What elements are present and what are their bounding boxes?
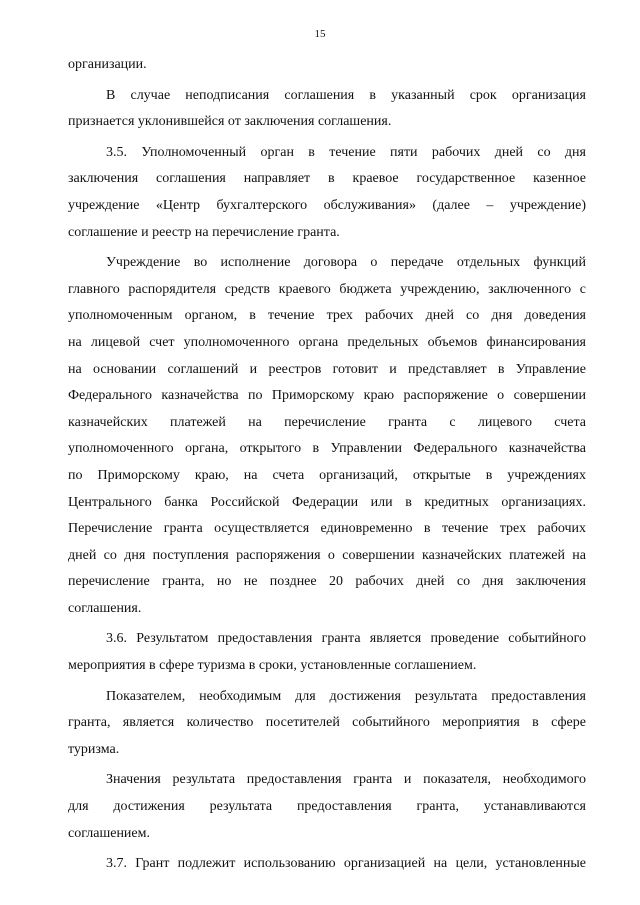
- text-line: организации.: [68, 57, 147, 72]
- text-line: Федерального казначейства по Приморскому краю распоряжение о совершении: [68, 388, 586, 404]
- text-line: 3.5. Уполномоченный орган в течение пяти рабочих дней со дня: [106, 144, 586, 160]
- text-line: Показателем, необходимым для достижения результата предоставления: [106, 688, 586, 704]
- text-line: Центрального банка Российской Федерации или в кредитных организациях.: [68, 494, 586, 510]
- paragraph: [68, 250, 586, 622]
- text-line: на основании соглашений и реестров готовит и представляет в Управление: [68, 361, 586, 377]
- paragraph: [68, 684, 586, 764]
- text-line: Значения результата предоставления гранта и показателя, необходимого: [106, 772, 586, 788]
- paragraph: [68, 626, 586, 679]
- paragraph: [68, 767, 586, 847]
- text-line: дней со дня поступления распоряжения о совершении казначейских платежей на: [68, 547, 586, 563]
- text-line: заключения соглашения направляет в краевое государственное казенное: [68, 171, 586, 187]
- text-line: казначейских платежей на перечисление гранта с лицевого счета: [68, 414, 586, 430]
- text-line: мероприятия в сфере туризма в сроки, установленные соглашением.: [68, 658, 477, 674]
- paragraph: [68, 140, 586, 246]
- text-line: В случае неподписания соглашения в указанный срок организация: [106, 87, 586, 103]
- text-line: туризма.: [68, 741, 120, 757]
- text-line: 3.7. Грант подлежит использованию организацией на цели, установленные: [106, 856, 586, 872]
- text-line: соглашение и реестр на перечисление гранта.: [68, 224, 340, 240]
- document-body: [68, 52, 586, 878]
- text-line: учреждение «Центр бухгалтерского обслуживания» (далее – учреждение): [68, 197, 586, 213]
- text-line: Перечисление гранта осуществляется единовременно в течение трех рабочих: [68, 521, 586, 537]
- page-number: 15: [314, 28, 326, 40]
- text-line: главного распорядителя средств краевого бюджета учреждению, заключенного с: [68, 281, 586, 297]
- text-line: на лицевой счет уполномоченного органа предельных объемов финансирования: [68, 334, 586, 350]
- text-line: соглашения.: [68, 600, 142, 616]
- text-line: по Приморскому краю, на счета организаций, открытые в учреждениях: [68, 467, 586, 483]
- text-line: для достижения результата предоставления гранта, устанавливаются: [68, 799, 586, 815]
- paragraph: [68, 83, 586, 136]
- text-line: уполномоченным органом, в течение трех рабочих дней со дня доведения: [68, 308, 586, 324]
- text-line: гранта, является количество посетителей событийного мероприятия в сфере: [68, 715, 586, 731]
- text-line: признается уклонившейся от заключения соглашения.: [68, 114, 392, 130]
- text-line: 3.6. Результатом предоставления гранта является проведение событийного: [106, 631, 586, 647]
- text-line: соглашением.: [68, 825, 150, 841]
- paragraph: [68, 52, 586, 79]
- text-line: перечисление гранта, но не позднее 20 рабочих дней со дня заключения: [68, 574, 586, 590]
- text-line: Учреждение во исполнение договора о передаче отдельных функций: [106, 255, 586, 271]
- text-line: уполномоченного органа, открытого в Управлении Федерального казначейства: [68, 441, 586, 457]
- paragraph: [68, 851, 586, 878]
